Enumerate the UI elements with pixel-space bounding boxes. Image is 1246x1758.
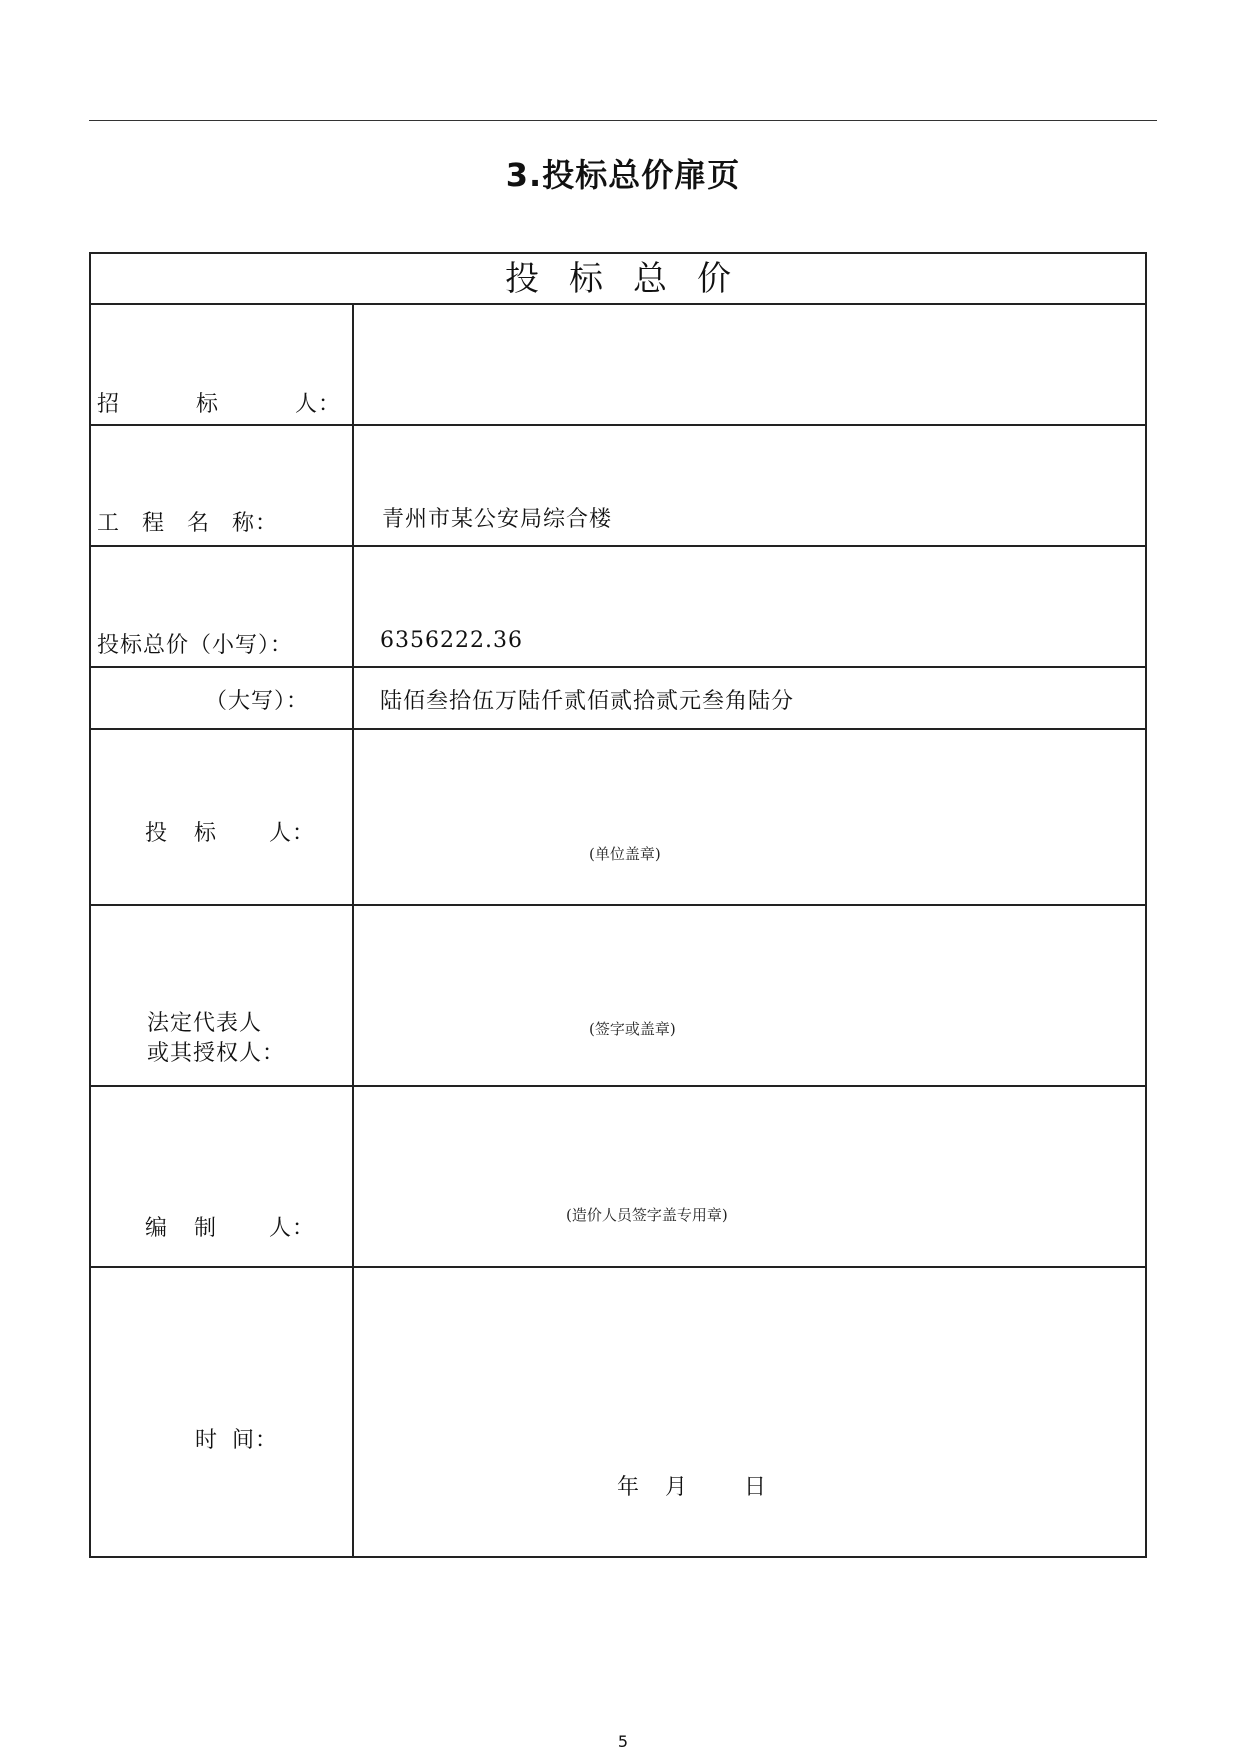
form-header: 投标总价 bbox=[91, 254, 1145, 305]
total-upper-value-cell[interactable] bbox=[354, 668, 1145, 728]
page-title: 3.投标总价扉页 bbox=[505, 156, 741, 194]
date-day: 日 bbox=[744, 1475, 768, 1500]
legal-rep-label bbox=[147, 1009, 285, 1069]
bidder-seal-note: (单位盖章) bbox=[589, 845, 661, 863]
date-year: 年 bbox=[617, 1475, 641, 1500]
total-upper-value: 陆佰叁拾伍万陆仟贰佰贰拾贰元叁角陆分 bbox=[380, 689, 795, 714]
compiler-stamp-note: (造价人员签字盖专用章) bbox=[566, 1206, 728, 1224]
page-number: 5 bbox=[617, 1732, 629, 1751]
row-project-name bbox=[91, 426, 1145, 547]
total-upper-label: （大写）： bbox=[205, 689, 310, 714]
date-label-cell bbox=[91, 1268, 354, 1556]
legal-rep-label-line2: 或其授权人： bbox=[147, 1041, 286, 1066]
row-tenderee bbox=[91, 305, 1145, 426]
tenderee-label-cell bbox=[91, 305, 354, 424]
tenderee-value-cell[interactable] bbox=[354, 305, 1145, 424]
legal-rep-label-line1: 法定代表人 bbox=[147, 1011, 263, 1036]
project-name-label: 工 程 名 称： bbox=[97, 511, 278, 536]
legal-rep-signature-note: (签字或盖章) bbox=[589, 1020, 676, 1038]
compiler-stamp-cell[interactable] bbox=[354, 1087, 1145, 1266]
total-lower-value-cell[interactable] bbox=[354, 547, 1145, 666]
date-label: 时 间： bbox=[195, 1428, 278, 1453]
legal-rep-label-cell bbox=[91, 906, 354, 1085]
project-name-value-cell[interactable] bbox=[354, 426, 1145, 545]
tenderee-label: 招 标 人： bbox=[97, 392, 341, 417]
bid-price-form bbox=[89, 252, 1147, 1558]
total-lower-label-cell bbox=[91, 547, 354, 666]
total-upper-label-cell bbox=[91, 668, 354, 728]
date-month: 月 bbox=[665, 1475, 689, 1500]
compiler-label-cell bbox=[91, 1087, 354, 1266]
total-lower-label: 投标总价（小写）： bbox=[97, 633, 294, 658]
date-value-cell[interactable] bbox=[354, 1268, 1145, 1556]
project-name-value: 青州市某公安局综合楼 bbox=[382, 507, 613, 532]
project-name-label-cell bbox=[91, 426, 354, 545]
row-compiler bbox=[91, 1087, 1145, 1268]
bidder-label: 投 标 人： bbox=[145, 821, 315, 846]
legal-rep-signature-cell[interactable] bbox=[354, 906, 1145, 1085]
row-total-lower bbox=[91, 547, 1145, 668]
bidder-label-cell bbox=[91, 730, 354, 904]
total-lower-value: 6356222.36 bbox=[380, 628, 523, 653]
compiler-label: 编 制 人： bbox=[145, 1216, 315, 1241]
row-date bbox=[91, 1268, 1145, 1556]
row-bidder bbox=[91, 730, 1145, 906]
header-rule bbox=[89, 120, 1157, 121]
bidder-seal-cell[interactable] bbox=[354, 730, 1145, 904]
row-legal-rep bbox=[91, 906, 1145, 1087]
row-total-upper bbox=[91, 668, 1145, 730]
